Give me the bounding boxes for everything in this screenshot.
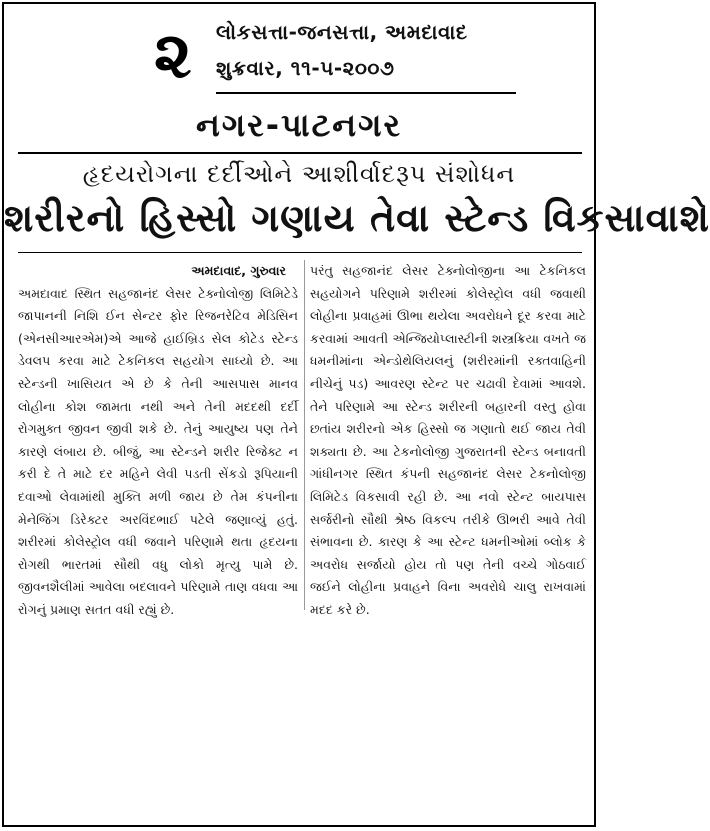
page-number: ૨ xyxy=(154,19,192,93)
section-rule xyxy=(18,152,582,154)
article-column-right xyxy=(310,260,586,622)
masthead xyxy=(154,12,514,104)
column-divider xyxy=(304,260,305,610)
article-column-left xyxy=(18,260,298,622)
section-title: નગર-પાટનગર xyxy=(195,106,402,144)
dateline: અમદાવાદ, ગુરુવાર xyxy=(191,263,286,278)
issue-date: શુક્રવાર, ૧૧-૫-૨૦૦૭ xyxy=(216,56,395,80)
article-headline: શરીરનો હિસ્સો ગણાય તેવા સ્ટેન્ડ વિકસાવાશે xyxy=(4,196,710,240)
masthead-rule xyxy=(216,92,516,94)
newspaper-clipping xyxy=(2,2,710,827)
column-right-text: પરંતુ સહજાનંદ લેસર ટેક્નોલોજીના આ ટેકનિકલ સહયોગને પરિણામે શરીરમાં કોલેસ્ટ્રોલ વધી જવાથી લોહીના પ્રવાહમાં ઊભા થયેલા અવરોધને દૂર કરવા માટે કરવામાં આવતી એન્જિયોપ્લાસ્ટીની શસ્ત્રક્રિયા વખતે જ ધમનીમાંના એન્ડોથેલિયલનું (શરીરમાંની રક્તવાહિની નીચેનું પડ) આવરણ સ્ટેન્ટ પર ચઢાવી દેવામાં આવશે. તેને પરિણામે આ સ્ટેન્ડ શરીરની બહારની વસ્તુ હોવા છતાંય શરીરનો એક હિસ્સો જ ગણાતો થઈ જાય તેવી શક્યતા છે. આ ટેકનોલોજી ગુજરાતની સ્ટેન્ડ બનાવતી ગાંધીનગર સ્થિત કંપની સહજાનંદ લેસર ટેકનોલોજી લિમિટેડ વિકસાવી રહી છે. આ નવો સ્ટેન્ટ બાયપાસ સર્જરીનો સૌથી શ્રેષ્ઠ વિકલ્પ તરીકે ઊભરી આવે તેવી સંભાવના છે. કારણ કે આ સ્ટેન્ટ ધમનીઓમાં બ્લોક કે અવરોધ સર્જાયો હોય તો પણ તેની વચ્ચે ગોઠવાઈ જઈને લોહીના પ્રવાહને વિના અવરોધે ચાલુ રાખવામાં મદદ કરે છે. xyxy=(310,263,586,617)
paper-name: લોકસત્તા-જનસત્તા, અમદાવાદ xyxy=(216,20,468,44)
article-kicker: હૃદયરોગના દર્દીઓને આશીર્વાદરૂપ સંશોધન xyxy=(82,160,516,188)
headline-rule xyxy=(18,252,582,253)
column-left-text: અમદાવાદ સ્થિત સહજાનંદ લેસર ટેક્નોલોજી લિમિટેડે જાપાનની નિશિ ઈન સેન્ટર ફોર રિજનરેટિવ મેડિસિન (એનસીઆરએમ)એ આજે હાઈબ્રિડ સેલ કોટેડ સ્ટેન્ડ ડેવલપ કરવા માટે ટેકનિકલ સહયોગ સાધ્યો છે. આ સ્ટેન્ડની ખાસિયત એ છે કે તેની આસપાસ માનવ લોહીના કોશ જામતા નથી અને તેની મદદથી દર્દી રોગમુક્ત જીવન જીવી શકે છે. તેનું આયુષ્ય પણ તેને કારણે લંબાય છે. બીજું, આ સ્ટેન્ડને શરીર રિજેક્ટ ન કરી દે તે માટે દર મહિને લેવી પડતી સેંકડો રૂપિયાની દવાઓ લેવામાંથી મુક્તિ મળી જાય છે તેમ કંપનીના મેનેજિંગ ડિરેક્ટર અરવિંદભાઈ પટેલે જણાવ્યું હતું. શરીરમાં કોલેસ્ટ્રોલ વધી જવાને પરિણામે થતા હૃદયના રોગથી ભારતમાં સૌથી વધુ લોકો મૃત્યુ પામે છે. જીવનશૈલીમાં આવેલા બદલાવને પરિણામે તાણ વધવા આ રોગનું પ્રમાણ સતત વધી રહ્યું છે. xyxy=(18,285,298,617)
